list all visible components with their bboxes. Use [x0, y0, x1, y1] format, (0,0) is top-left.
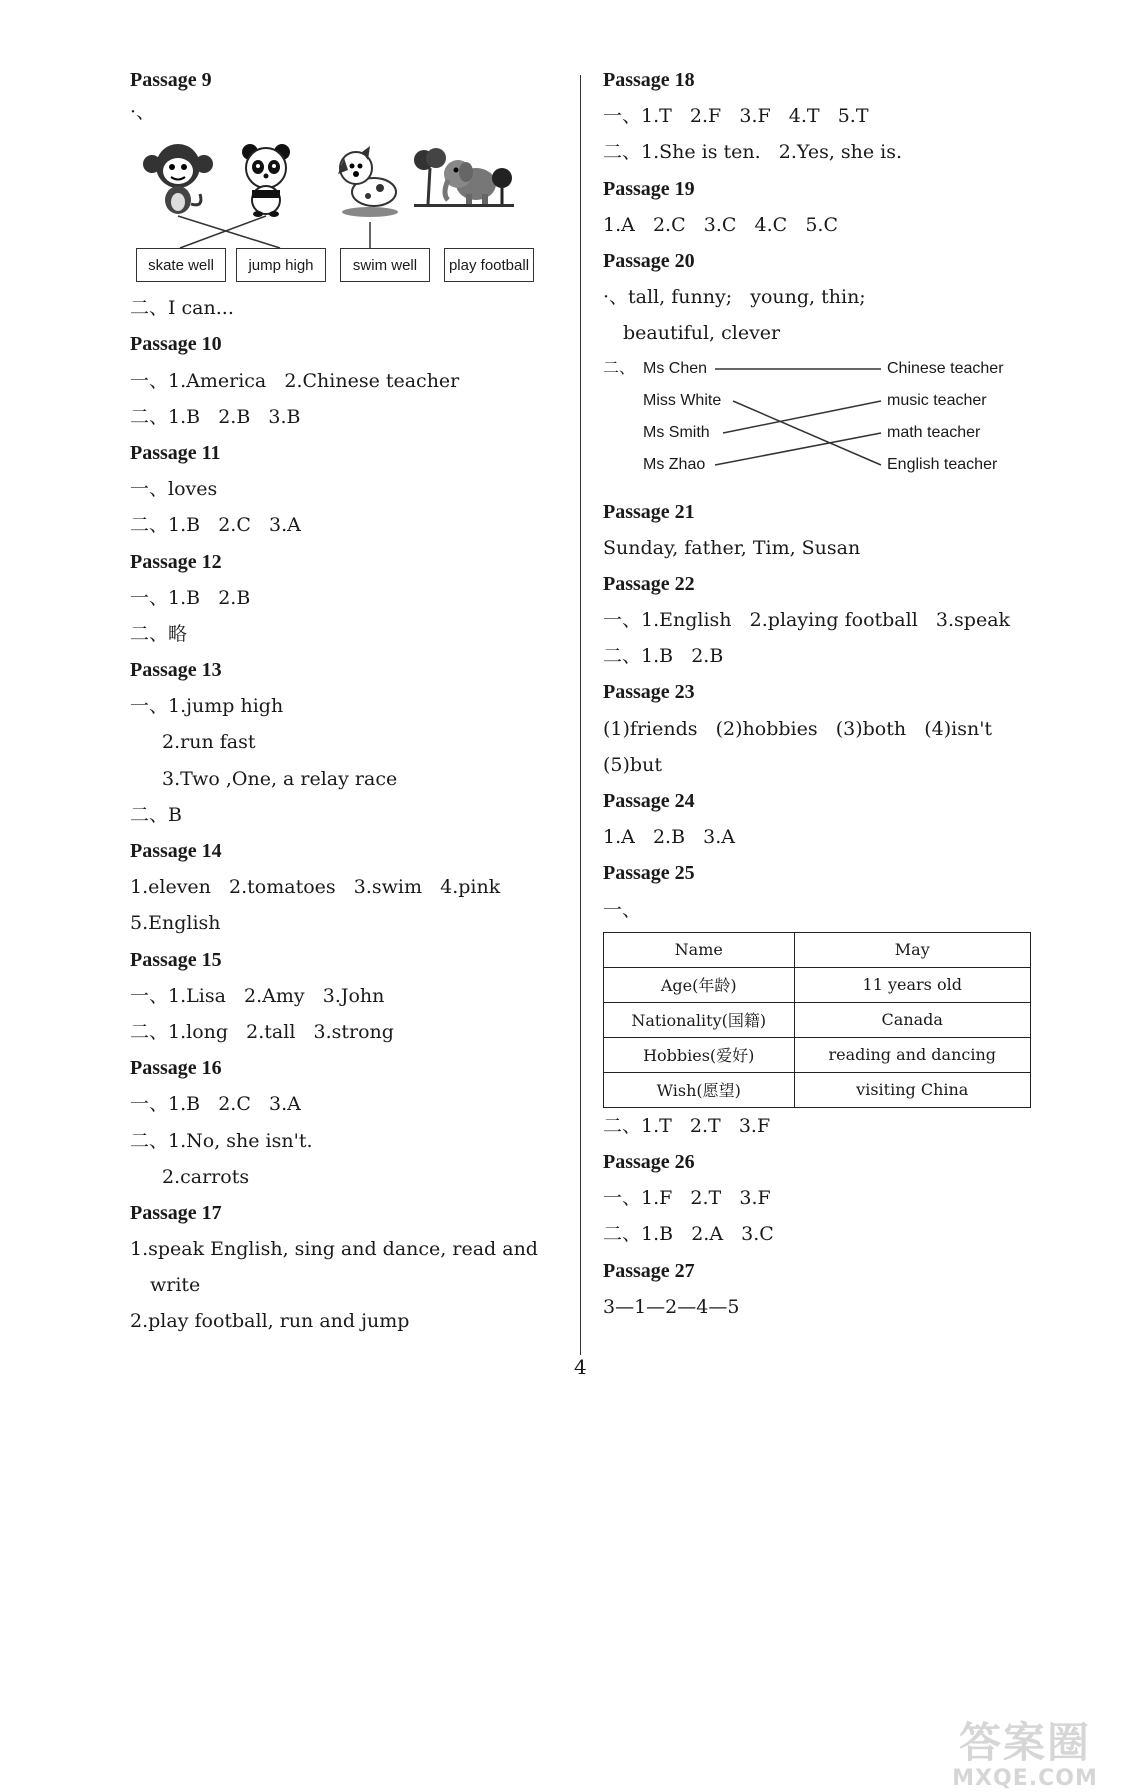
answer-line: Sunday, father, Tim, Susan [603, 536, 861, 559]
answer-line: 1.A 2.C 3.C 4.C 5.C [603, 213, 838, 236]
answer-line: 一、1.jump high [130, 695, 284, 718]
answer-line: 3—1—2—4—5 [603, 1295, 740, 1318]
column-divider [580, 75, 581, 1355]
answer-line: 一、1.B 2.B [130, 586, 251, 609]
answer-line: 2.carrots [162, 1165, 250, 1188]
passage-heading: Passage 27 [603, 1259, 695, 1282]
answer-line: 一、1.B 2.C 3.A [130, 1093, 301, 1116]
passage-heading: Passage 21 [603, 500, 695, 523]
answer-line: ·、tall, funny; young, thin; [603, 286, 866, 309]
watermark [930, 1720, 1120, 1791]
passage-heading: Passage 11 [130, 441, 221, 464]
option-box: jump high [236, 248, 326, 282]
answer-line: 二、1.B 2.C 3.A [130, 514, 301, 537]
match-name: Ms Smith [643, 423, 710, 441]
answer-line: 二、1.She is ten. 2.Yes, she is. [603, 141, 903, 164]
table-cell: reading and dancing [794, 1037, 1031, 1072]
answer-line: 一、loves [130, 478, 218, 501]
table-cell: May [794, 932, 1031, 967]
section-mark: ·、 [130, 101, 156, 124]
answer-line: 2.run fast [162, 731, 256, 754]
page-number: 4 [574, 1355, 587, 1379]
answer-line: 二、1.long 2.tall 3.strong [130, 1020, 394, 1043]
matching-lines [603, 358, 1043, 486]
table-cell: visiting China [794, 1072, 1031, 1107]
passage-heading: Passage 22 [603, 572, 695, 595]
answer-line: 二、1.B 2.B 3.B [130, 405, 301, 428]
passage-heading: Passage 19 [603, 177, 695, 200]
answer-line: 二、1.T 2.T 3.F [603, 1114, 771, 1137]
watermark-logo: 答案圈 [958, 1718, 1091, 1767]
table-row [604, 967, 1031, 1002]
right-column [603, 62, 1043, 1325]
passage-heading: Passage 20 [603, 249, 695, 272]
answer-line: 5.English [130, 912, 221, 935]
answer-line: 二、I can... [130, 297, 234, 320]
answer-line: 3.Two ,One, a relay race [162, 767, 398, 790]
answer-line: 一、1.T 2.F 3.F 4.T 5.T [603, 105, 869, 128]
left-column [130, 62, 570, 1340]
answer-line: 二、略 [130, 622, 188, 645]
option-box: play football [444, 248, 534, 282]
answer-line: beautiful, clever [623, 322, 781, 345]
table-cell: 11 years old [794, 967, 1031, 1002]
info-table [603, 932, 1031, 1108]
answer-line: 1.A 2.B 3.A [603, 826, 736, 849]
answer-line: 一、1.America 2.Chinese teacher [130, 369, 460, 392]
passage-heading: Passage 10 [130, 333, 222, 356]
answer-line: 1.eleven 2.tomatoes 3.swim 4.pink [130, 876, 501, 899]
answer-line: 2.play football, run and jump [130, 1310, 410, 1333]
answer-line: 1.speak English, sing and dance, read and [130, 1238, 538, 1261]
passage-heading: Passage 14 [130, 840, 222, 862]
passage-heading: Passage 26 [603, 1150, 695, 1173]
passage-heading: Passage 16 [130, 1057, 222, 1080]
animal-matching-figure [130, 126, 570, 286]
match-name: Miss White [643, 391, 722, 409]
table-cell: Nationality(国籍) [604, 1002, 795, 1037]
match-job: English teacher [887, 455, 998, 473]
passage-heading: Passage 12 [130, 550, 222, 573]
teacher-matching [603, 358, 1043, 486]
section-mark: 一、 [603, 898, 642, 921]
answer-line: 一、1.Lisa 2.Amy 3.John [130, 984, 385, 1007]
answer-line: 二、1.No, she isn't. [130, 1129, 313, 1152]
passage-heading: Passage 25 [603, 862, 695, 885]
option-box: skate well [136, 248, 226, 282]
table-row [604, 932, 1031, 967]
table-cell: Wish(愿望) [604, 1072, 795, 1107]
match-job: music teacher [887, 391, 987, 409]
passage-heading: Passage 13 [130, 659, 222, 682]
passage-heading: Passage 23 [603, 681, 695, 704]
passage-heading: Passage 18 [603, 69, 695, 91]
match-name: Ms Zhao [643, 455, 706, 473]
match-job: math teacher [887, 423, 981, 441]
answer-line: write [150, 1274, 201, 1297]
table-cell: Name [604, 932, 795, 967]
table-row [604, 1072, 1031, 1107]
option-box: swim well [340, 248, 430, 282]
passage-heading: Passage 9 [130, 69, 212, 91]
table-cell: Canada [794, 1002, 1031, 1037]
passage-heading: Passage 15 [130, 948, 222, 971]
answer-line: 二、1.B 2.B [603, 645, 724, 668]
answer-line: 一、1.F 2.T 3.F [603, 1187, 771, 1210]
match-name: Ms Chen [643, 359, 708, 377]
answer-line: (5)but [603, 753, 662, 776]
answer-line: 二、1.B 2.A 3.C [603, 1223, 774, 1246]
match-job: Chinese teacher [887, 359, 1004, 377]
table-cell: Hobbies(爱好) [604, 1037, 795, 1072]
watermark-url: MXQE.COM [952, 1766, 1098, 1791]
table-row [604, 1037, 1031, 1072]
table-cell: Age(年龄) [604, 967, 795, 1002]
answer-line: (1)friends (2)hobbies (3)both (4)isn't [603, 717, 993, 740]
passage-heading: Passage 17 [130, 1201, 222, 1224]
answer-line: 一、1.English 2.playing football 3.speak [603, 609, 1011, 632]
table-row [604, 1002, 1031, 1037]
passage-heading: Passage 24 [603, 790, 695, 812]
section-mark: 二、 [603, 359, 636, 377]
answer-line: 二、B [130, 803, 182, 826]
